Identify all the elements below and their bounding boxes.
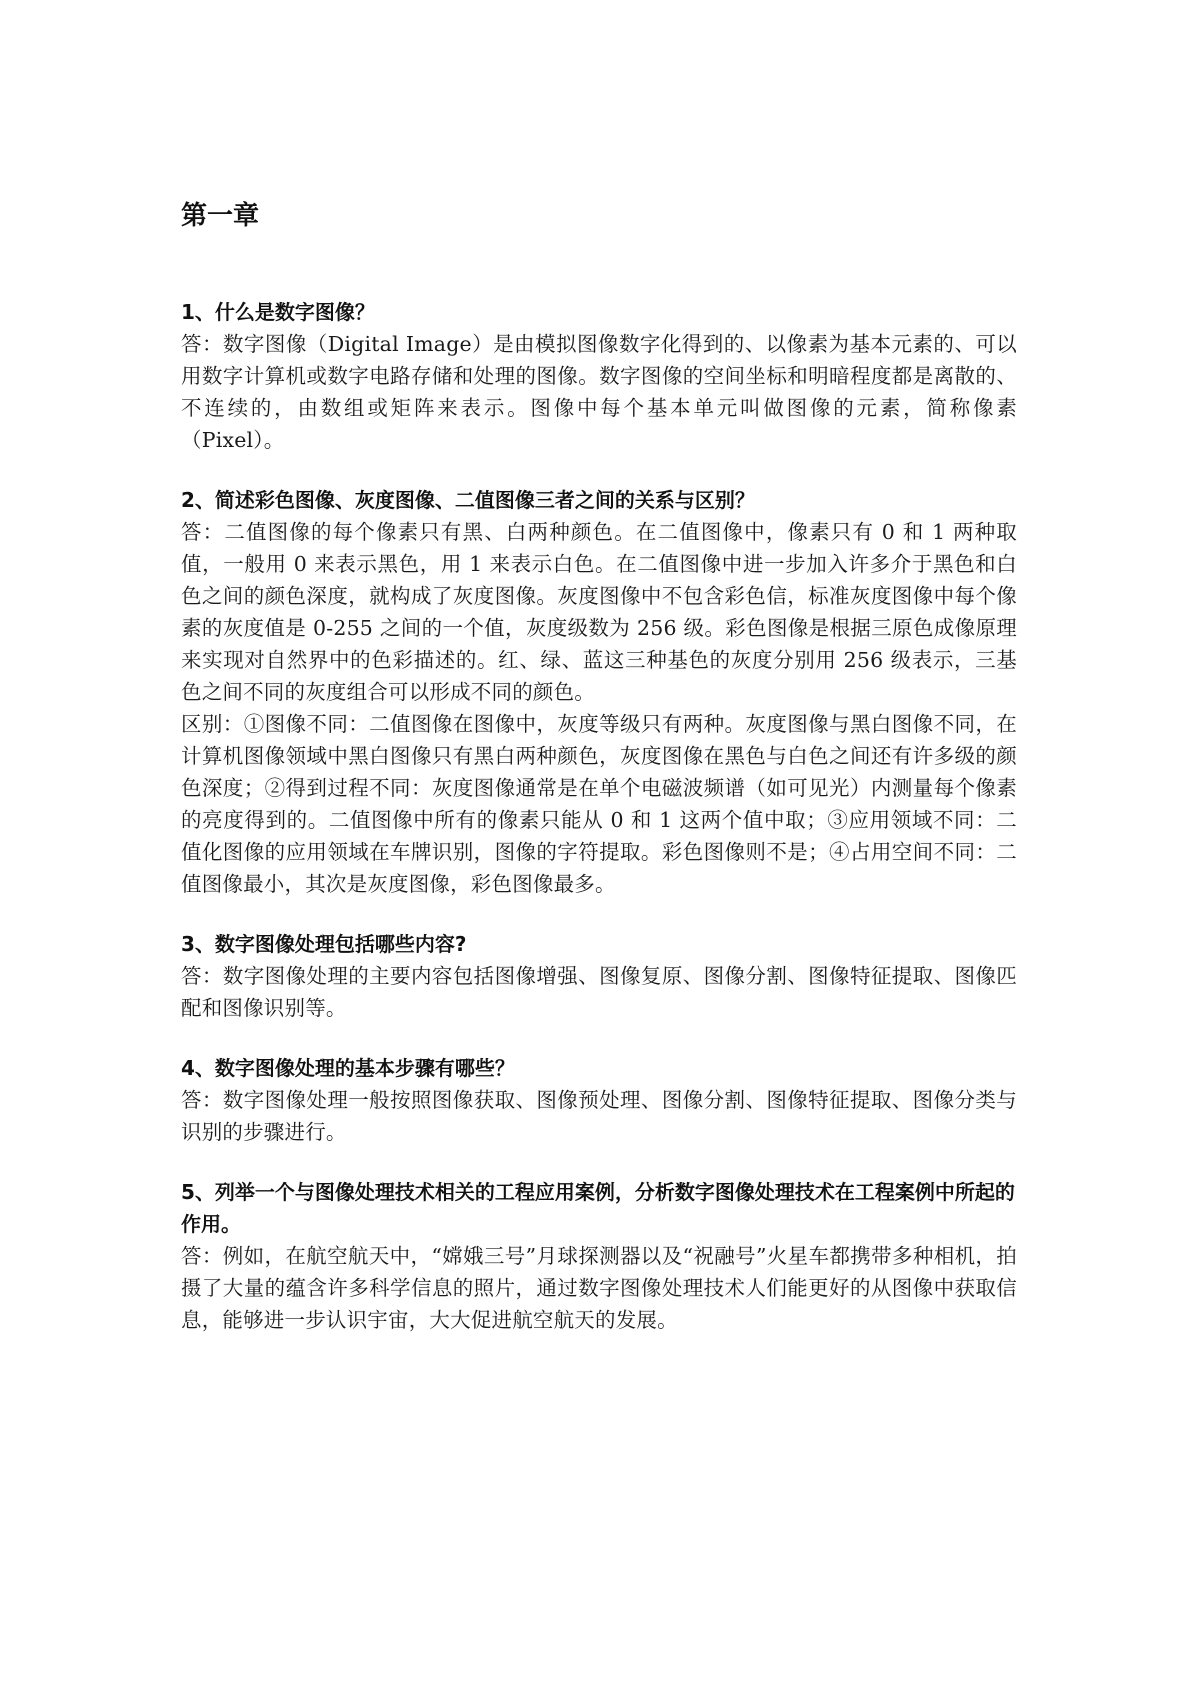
answer-text: 答：数字图像处理的主要内容包括图像增强、图像复原、图像分割、图像特征提取、图像匹配和图像识别等。 [181,964,1017,1020]
qa-item [181,484,1017,900]
answer-text: 答：数字图像处理一般按照图像获取、图像预处理、图像分割、图像特征提取、图像分类与识别的步骤进行。 [181,1088,1017,1144]
question-text: 5、列举一个与图像处理技术相关的工程应用案例，分析数字图像处理技术在工程案例中所起的作用。 [181,1180,1015,1236]
qa-item [181,296,1017,456]
answer-text: 答：数字图像（Digital Image）是由模拟图像数字化得到的、以像素为基本元素的、可以用数字计算机或数字电路存储和处理的图像。数字图像的空间坐标和明暗程度都是离散的、不连续的，由数组或矩阵来表示。图像中每个基本单元叫做图像的元素，简称像素（Pixel）。 [181,332,1017,452]
answer-difference-text: 区别：①图像不同：二值图像在图像中，灰度等级只有两种。灰度图像与黑白图像不同，在计算机图像领域中黑白图像只有黑白两种颜色，灰度图像在黑色与白色之间还有许多级的颜色深度；②得到过程不同：灰度图像通常是在单个电磁波频谱（如可见光）内测量每个像素的亮度得到的。二值图像中所有的像素只能从 0 和 1 这两个值中取；③应用领域不同：二值化图像的应用领域在车牌识别，图像的字符提取。彩色图像则不是；④占用空间不同：二值图像最小，其次是灰度图像，彩色图像最多。 [181,712,1017,896]
document-page [181,198,1017,1364]
question-text: 3、数字图像处理包括哪些内容? [181,932,467,956]
qa-item [181,1052,1017,1148]
question-text: 2、简述彩色图像、灰度图像、二值图像三者之间的关系与区别？ [181,488,755,512]
answer-text: 答：二值图像的每个像素只有黑、白两种颜色。在二值图像中，像素只有 0 和 1 两种取值，一般用 0 来表示黑色，用 1 来表示白色。在二值图像中进一步加入许多介于黑色和白色之间的颜色深度，就构成了灰度图像。灰度图像中不包含彩色信，标准灰度图像中每个像素的灰度值是 0-255 之间的一个值，灰度级数为 256 级。彩色图像是根据三原色成像原理来实现对自然界中的色彩描述的。红、绿、蓝这三种基色的灰度分别用 256 级表示，三基色之间不同的灰度组合可以形成不同的颜色。 [181,520,1017,704]
qa-item [181,928,1017,1024]
chapter-title: 第一章 [181,201,260,231]
question-text: 4、数字图像处理的基本步骤有哪些？ [181,1056,515,1080]
question-text: 1、什么是数字图像？ [181,300,375,324]
qa-item [181,1176,1017,1336]
answer-text: 答：例如，在航空航天中，“嫦娥三号”月球探测器以及“祝融号”火星车都携带多种相机，拍摄了大量的蕴含许多科学信息的照片，通过数字图像处理技术人们能更好的从图像中获取信息，能够进一步认识宇宙，大大促进航空航天的发展。 [181,1244,1017,1332]
